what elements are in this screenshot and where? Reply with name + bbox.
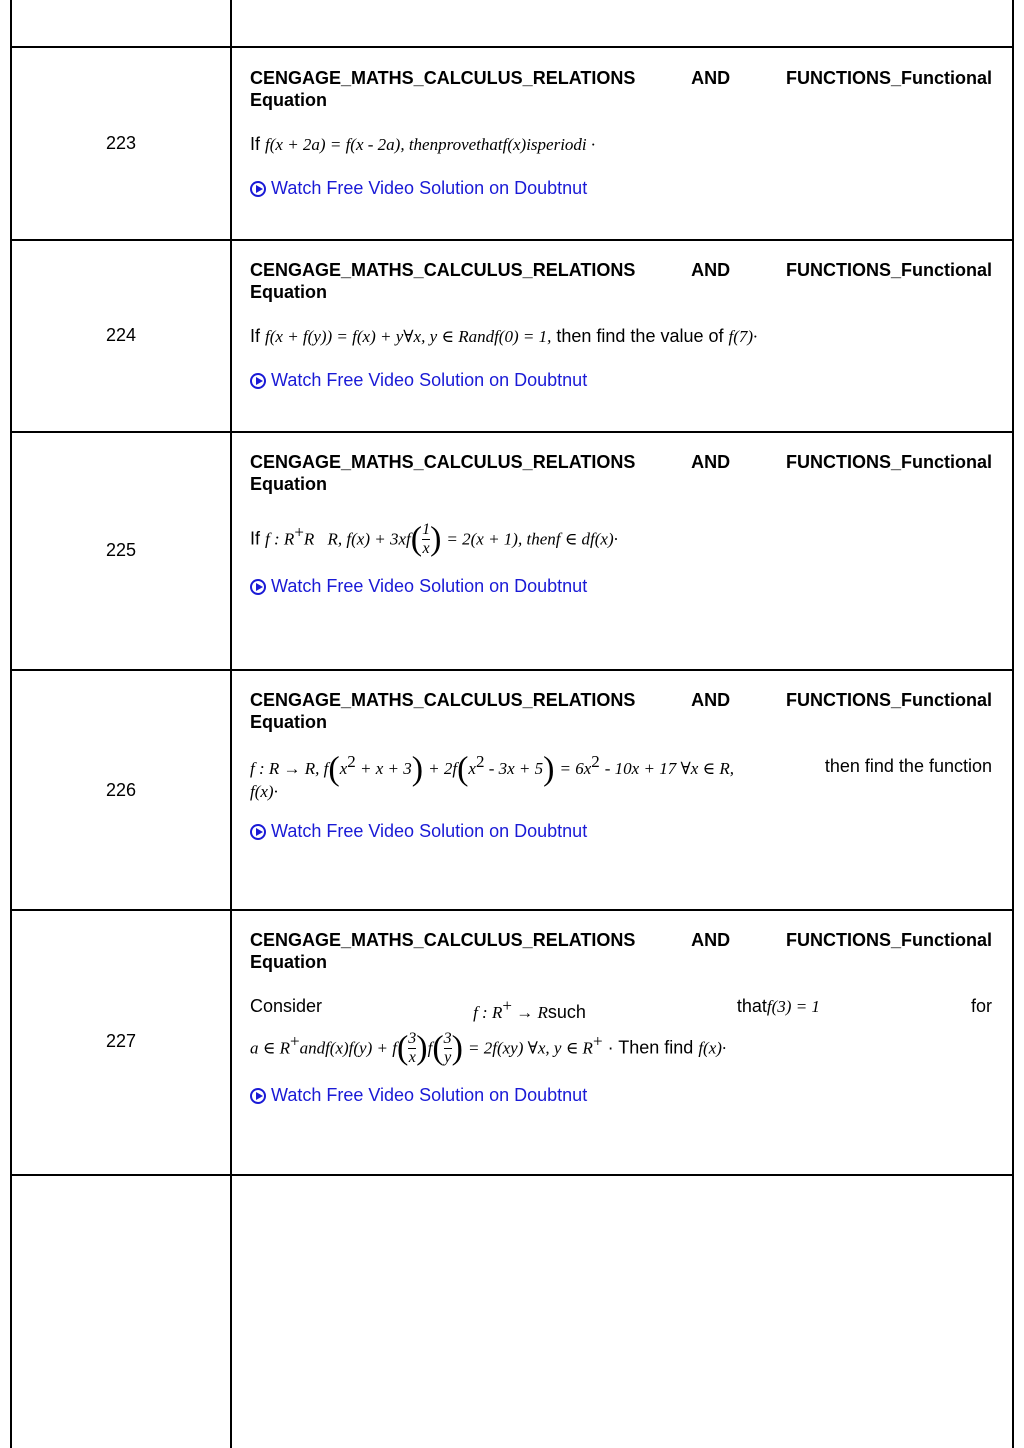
row-divider <box>10 669 1014 671</box>
question-text: If f(x + f(y)) = f(x) + y∀x, y ∈ Randf(0) = 1, then find the value of f(7)· <box>250 326 758 346</box>
watch-video-link[interactable]: Watch Free Video Solution on Doubtnut <box>250 370 992 391</box>
question-text: f : R → R, $f(x^2 + x + 3) + 2f(x^2 - 3x + 5) = 6x^2 - 10x + 17$ ∀x ∈ R, then find the function f(x)· <box>250 750 992 802</box>
question-number: 225 <box>105 540 137 560</box>
question-number: 226 <box>105 780 137 800</box>
play-circle-icon <box>250 1088 266 1104</box>
question-cell <box>250 689 992 842</box>
play-circle-icon <box>250 181 266 197</box>
question-number: 227 <box>105 1031 137 1051</box>
question-cell <box>250 259 992 391</box>
play-circle-icon <box>250 824 266 840</box>
column-divider <box>230 0 232 1448</box>
topic-header: CENGAGE_MATHS_CALCULUS_RELATIONS AND FUNCTIONS_Functional Equation <box>250 68 992 110</box>
row-divider <box>10 239 1014 241</box>
row-divider <box>10 431 1014 433</box>
question-text: Consider f : R+ → Rsuch thatf(3) = 1 for a ∈ R+andf(x)f(y) + f( $\frac{3}{x}$ )f( $\frac{3}{y}$ ) = 2f(xy) ∀x, y ∈ R+ · Then find f(x)· <box>250 996 992 1067</box>
topic-header: CENGAGE_MATHS_CALCULUS_RELATIONS AND FUNCTIONS_Functional Equation <box>250 930 992 972</box>
question-cell <box>250 451 992 597</box>
topic-header: CENGAGE_MATHS_CALCULUS_RELATIONS AND FUNCTIONS_Functional Equation <box>250 690 992 732</box>
row-divider <box>10 1174 1014 1176</box>
question-number: 223 <box>105 133 137 153</box>
question-cell <box>250 929 992 1106</box>
watch-video-link[interactable]: Watch Free Video Solution on Doubtnut <box>250 178 992 199</box>
watch-video-link[interactable]: Watch Free Video Solution on Doubtnut <box>250 1085 992 1106</box>
watch-video-link[interactable]: Watch Free Video Solution on Doubtnut <box>250 821 992 842</box>
watch-video-link[interactable]: Watch Free Video Solution on Doubtnut <box>250 576 992 597</box>
play-circle-icon <box>250 373 266 389</box>
question-text: If f(x + 2a) = f(x - 2a), thenprovethatf(x)isperiodi · <box>250 134 596 154</box>
question-number: 224 <box>105 325 137 345</box>
row-divider <box>10 46 1014 48</box>
topic-header: CENGAGE_MATHS_CALCULUS_RELATIONS AND FUNCTIONS_Functional Equation <box>250 452 992 494</box>
row-divider <box>10 909 1014 911</box>
question-cell <box>250 67 992 199</box>
topic-header: CENGAGE_MATHS_CALCULUS_RELATIONS AND FUNCTIONS_Functional Equation <box>250 260 992 302</box>
question-text: If f : R+R⃗R, f(x) + 3xf( $\frac{1}{x}$ ) = 2(x + 1), thenf ∈ df(x)· <box>250 520 618 558</box>
play-circle-icon <box>250 579 266 595</box>
